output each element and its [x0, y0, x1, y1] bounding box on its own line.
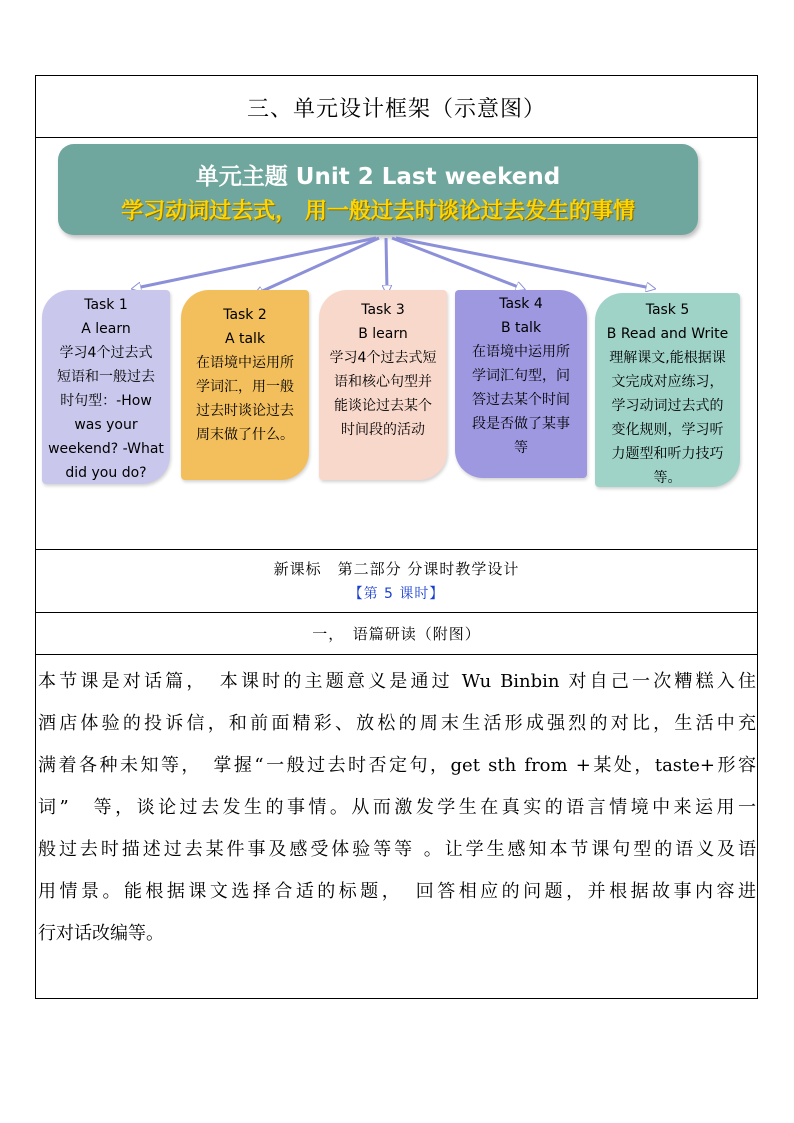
arrow-to-task-3	[386, 238, 387, 290]
task-1-text: 短语和一般过去	[57, 369, 155, 385]
task-4-title: Task 4	[499, 296, 543, 312]
task-5-text: 等。	[653, 470, 682, 486]
task-1-text: was your	[74, 417, 138, 433]
paragraph-line: 本节课是对话篇， 本课时的主题意义是通过 Wu Binbin 对自己一次糟糕入住	[38, 671, 756, 692]
task-1-title: Task 1	[84, 297, 128, 313]
task-4-card	[455, 290, 587, 478]
task-2-text: 在语境中运用所	[196, 355, 294, 371]
task-5-text: 变化规则，学习听	[611, 422, 724, 438]
paragraph-line: 行对话改编等。	[38, 923, 164, 944]
section-title-row	[36, 613, 757, 655]
arrow-to-task-5	[396, 238, 651, 288]
task-5-text: 理解课文,能根据课	[609, 350, 726, 366]
task-2-subtitle: A talk	[224, 331, 266, 347]
frame-title: 三、单元设计框架（示意图）	[246, 97, 546, 122]
unit-diagram-row	[36, 138, 757, 550]
task-5-text: 文完成对应练习，	[611, 374, 724, 390]
task-5-text: 学习动词过去式的	[611, 398, 724, 414]
unit-theme-title: 单元主题 Unit 2 Last weekend	[195, 164, 561, 190]
task-1-card	[42, 290, 170, 484]
task-4-subtitle: B talk	[500, 320, 542, 336]
task-1-text: 学习4个过去式	[59, 345, 153, 361]
task-4-text: 等	[514, 440, 528, 456]
task-3-text: 语和核心句型并	[334, 374, 432, 390]
task-3-text: 时间段的活动	[341, 422, 425, 438]
task-5-title: Task 5	[645, 302, 690, 318]
paragraph-line: 用情景。能根据课文选择合适的标题， 回答相应的问题，并根据故事内容进	[38, 881, 756, 902]
section-title: 一， 语篇研读（附图）	[312, 625, 481, 643]
task-3-text: 学习4个过去式短	[329, 350, 437, 366]
arrow-to-task-4	[392, 238, 521, 288]
arrow-to-task-1	[136, 238, 376, 288]
task-1-text: weekend? -What	[48, 441, 164, 457]
lesson-table	[35, 75, 758, 999]
frame-title-row	[36, 76, 757, 138]
task-1-text: 时句型：-How	[60, 393, 152, 409]
task-2-text: 过去时谈论过去	[196, 403, 294, 419]
task-5-text: 力题型和听力技巧	[611, 446, 724, 462]
task-5-card	[595, 293, 740, 487]
task-2-text: 周末做了什么。	[196, 427, 294, 443]
task-2-card	[181, 290, 309, 480]
text-analysis-paragraph	[38, 661, 756, 955]
task-4-text: 段是否做了某事	[472, 416, 570, 432]
task-4-text: 学词汇句型，问	[472, 368, 570, 384]
lesson-number: 【第 5 课时】	[348, 586, 445, 602]
task-1-text: did you do?	[65, 465, 147, 481]
task-2-text: 学词汇，用一般	[196, 379, 294, 395]
task-3-card	[319, 290, 447, 480]
task-4-text: 答过去某个时间	[472, 392, 570, 408]
paragraph-line: 般过去时描述过去某件事及感受体验等等 。让学生感知本节课句型的语义及语	[38, 839, 756, 860]
paragraph-line: 酒店体验的投诉信，和前面精彩、放松的周末生活形成强烈的对比，生活中充	[38, 713, 756, 734]
paragraph-line: 满着各种未知等， 掌握“一般过去时否定句，get sth from +某处，taste+形容	[38, 755, 756, 776]
curriculum-heading: 新课标 第二部分 分课时教学设计	[273, 560, 520, 578]
task-3-title: Task 3	[361, 302, 405, 318]
task-1-subtitle: A learn	[81, 321, 131, 337]
curriculum-row	[36, 550, 757, 613]
analysis-row	[36, 655, 757, 1000]
task-4-text: 在语境中运用所	[472, 344, 570, 360]
task-3-subtitle: B learn	[358, 326, 408, 342]
unit-theme-goal: 学习动词过去式， 用一般过去时谈论过去发生的事情	[121, 199, 635, 224]
task-2-title: Task 2	[223, 307, 267, 323]
arrow-to-task-2	[258, 238, 379, 293]
paragraph-line: 词” 等，谈论过去发生的事情。从而激发学生在真实的语言情境中来运用一	[38, 797, 756, 818]
task-5-subtitle: B Read and Write	[606, 326, 729, 342]
task-3-text: 能谈论过去某个	[334, 398, 432, 414]
